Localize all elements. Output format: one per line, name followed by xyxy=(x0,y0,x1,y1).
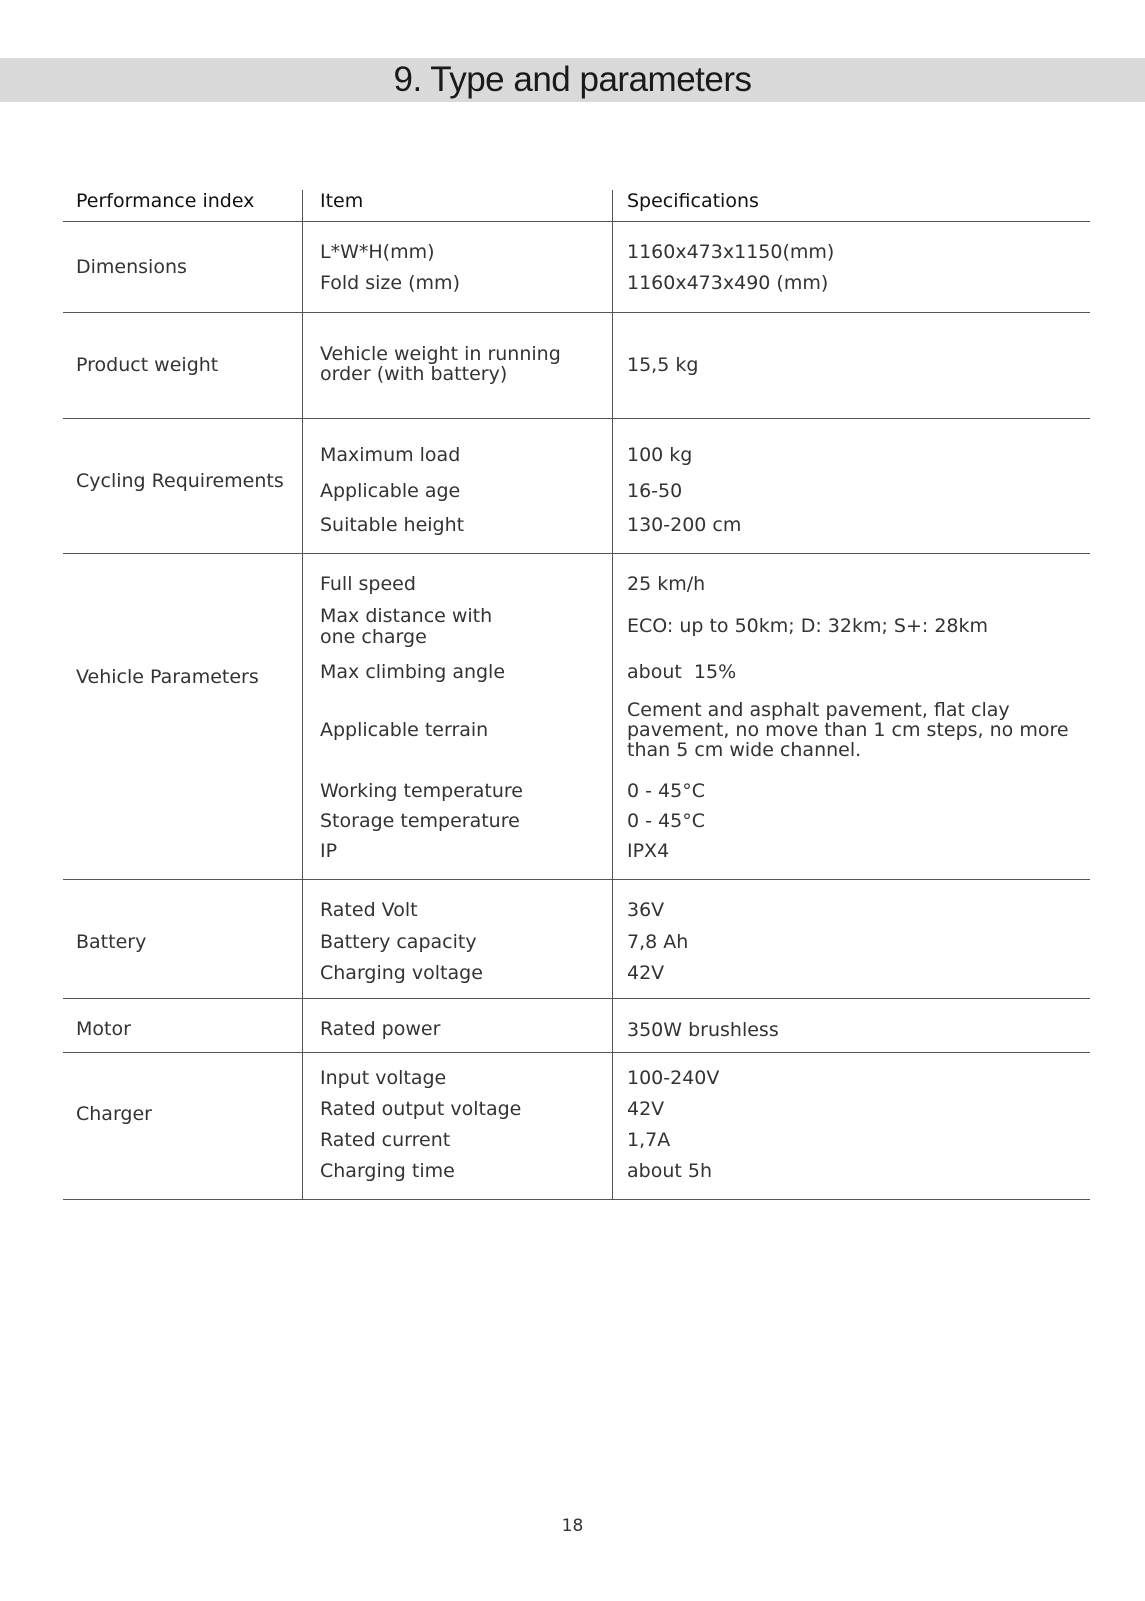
spec-applicable-terrain-line1: Cement and asphalt pavement, flat clay xyxy=(627,699,1010,721)
spec-ip: IPX4 xyxy=(627,840,670,862)
item-applicable-terrain: Applicable terrain xyxy=(320,719,489,741)
header-specifications: Specifications xyxy=(627,190,759,212)
group-label-product-weight: Product weight xyxy=(76,354,219,376)
group-label-dimensions: Dimensions xyxy=(76,256,187,278)
row-divider-cycling xyxy=(63,553,1090,554)
item-charging-time: Charging time xyxy=(320,1160,455,1182)
spec-suitable-height: 130-200 cm xyxy=(627,514,742,536)
row-divider-battery xyxy=(63,998,1090,999)
spec-rated-power: 350W brushless xyxy=(627,1019,779,1041)
item-applicable-age: Applicable age xyxy=(320,480,461,502)
item-lwh: L*W*H(mm) xyxy=(320,241,435,263)
spec-lwh: 1160x473x1150(mm) xyxy=(627,241,835,263)
row-divider-vehicle xyxy=(63,879,1090,880)
item-rated-current: Rated current xyxy=(320,1129,451,1151)
group-label-vehicle: Vehicle Parameters xyxy=(76,666,259,688)
item-suitable-height: Suitable height xyxy=(320,514,465,536)
spec-charging-time: about 5h xyxy=(627,1160,712,1182)
item-rated-power: Rated power xyxy=(320,1018,441,1040)
spec-max-distance: ECO: up to 50km; D: 32km; S+: 28km xyxy=(627,615,989,637)
group-label-charger: Charger xyxy=(76,1103,152,1125)
item-working-temperature: Working temperature xyxy=(320,780,523,802)
row-divider-dimensions xyxy=(63,312,1090,313)
item-vehicle-weight-line2: order (with battery) xyxy=(320,363,508,385)
header-item: Item xyxy=(320,190,364,212)
column-divider-2 xyxy=(612,190,613,1200)
page-number: 18 xyxy=(561,1516,584,1536)
spec-charging-voltage: 42V xyxy=(627,962,665,984)
item-max-distance-line2: one charge xyxy=(320,626,427,648)
title-bar xyxy=(0,58,1145,102)
spec-full-speed: 25 km/h xyxy=(627,573,706,595)
item-max-climbing-angle: Max climbing angle xyxy=(320,661,506,683)
item-fold-size: Fold size (mm) xyxy=(320,272,460,294)
row-divider-motor xyxy=(63,1052,1090,1053)
column-divider-1 xyxy=(302,190,303,1200)
spec-storage-temperature: 0 - 45°C xyxy=(627,810,705,832)
group-label-cycling: Cycling Requirements xyxy=(76,470,284,492)
spec-rated-current: 1,7A xyxy=(627,1129,671,1151)
spec-fold-size: 1160x473x490 (mm) xyxy=(627,272,829,294)
spec-applicable-terrain-line3: than 5 cm wide channel. xyxy=(627,739,862,761)
page-title: 9. Type and parameters xyxy=(393,60,752,99)
spec-max-climbing-angle: about 15% xyxy=(627,661,737,683)
item-charging-voltage: Charging voltage xyxy=(320,962,483,984)
spec-applicable-age: 16-50 xyxy=(627,480,683,502)
item-full-speed: Full speed xyxy=(320,573,416,595)
item-storage-temperature: Storage temperature xyxy=(320,810,520,832)
row-divider-product-weight xyxy=(63,418,1090,419)
spec-vehicle-weight: 15,5 kg xyxy=(627,354,699,376)
spec-rated-output-voltage: 42V xyxy=(627,1098,665,1120)
item-maximum-load: Maximum load xyxy=(320,444,461,466)
item-input-voltage: Input voltage xyxy=(320,1067,447,1089)
spec-applicable-terrain-line2: pavement, no move than 1 cm steps, no more xyxy=(627,719,1069,741)
spec-input-voltage: 100-240V xyxy=(627,1067,720,1089)
item-ip: IP xyxy=(320,840,338,862)
item-rated-volt: Rated Volt xyxy=(320,899,418,921)
item-max-distance-line1: Max distance with xyxy=(320,605,493,627)
spec-rated-volt: 36V xyxy=(627,899,665,921)
group-label-motor: Motor xyxy=(76,1018,131,1040)
spec-maximum-load: 100 kg xyxy=(627,444,693,466)
item-vehicle-weight-line1: Vehicle weight in running xyxy=(320,343,561,365)
header-performance-index: Performance index xyxy=(76,190,255,212)
group-label-battery: Battery xyxy=(76,931,147,953)
item-rated-output-voltage: Rated output voltage xyxy=(320,1098,522,1120)
row-divider-charger xyxy=(63,1199,1090,1200)
spec-battery-capacity: 7,8 Ah xyxy=(627,931,689,953)
spec-working-temperature: 0 - 45°C xyxy=(627,780,705,802)
row-divider-header xyxy=(63,221,1090,222)
item-battery-capacity: Battery capacity xyxy=(320,931,477,953)
